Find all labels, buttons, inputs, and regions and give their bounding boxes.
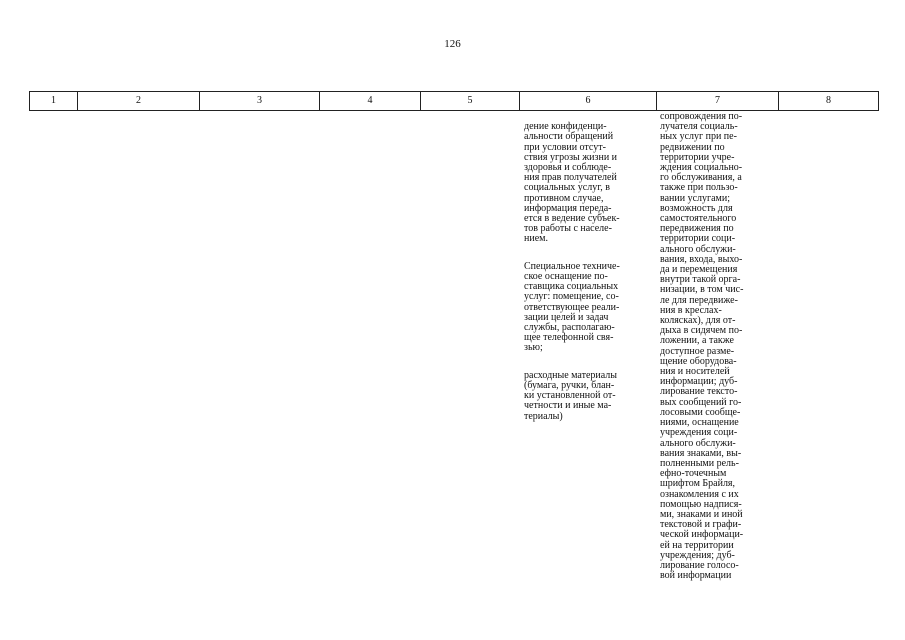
column-number-7: 7: [657, 92, 779, 111]
column-6-paragraph-2: Специальное техниче- ское оснащение по- ставщика социальных услуг: помещение, со- ответствующее реали- зации целей и задач службы, располагаю- щее телефонной свя- зью;: [524, 260, 620, 354]
column-number-2: 2: [78, 92, 200, 111]
column-number-6: 6: [520, 92, 657, 111]
column-number-8: 8: [779, 92, 879, 111]
column-number-5: 5: [421, 92, 520, 111]
column-number-3: 3: [200, 92, 320, 111]
column-7-text: сопровождения по- лучателя социаль- ных услуг при пе- редвижении по территории учре- ждения социально- го обслуживания, а также при пользо- вании услугами; возможность для самостоятельного передвижения по территории соци- ального обслужи- вания, входа, выхо- да и перемещения внутри такой орга- низации, в том чис- ле для передвиже- ния в креслах- колясках), для от- дыха в сидячем по- ложении, а также доступное разме- щение оборудова- ния и носителей информации; дуб- лирование тексто- вых сообщений го- лосовыми сообще- ниями, оснащение учреждения соци- ального обслужи- вания знаками, вы- полненными рель- ефно-точечным шрифтом Брайля, ознакомления с их помощью надпися- ми, знаками и иной текстовой и графи- ческой информаци- ей на территории учреждения; дуб- лирование голосо- вой информации: [660, 111, 744, 582]
column-number-4: 4: [320, 92, 421, 111]
table-header-row: [29, 91, 879, 111]
page-number: 126: [444, 38, 461, 50]
column-6-paragraph-3: расходные материалы (бумага, ручки, блан- ки установленной от- четности и иные ма- териалы): [524, 369, 618, 422]
column-6-paragraph-1: дение конфиденци- альности обращений при условии отсут- ствия угрозы жизни и здоровья и соблюде- ния прав получателей социальных услуг, в противном случае, информация переда- ется в ведение субъек- тов работы с населе- нием.: [524, 121, 620, 245]
column-number-1: 1: [30, 92, 78, 111]
column-6-text: [524, 112, 652, 439]
